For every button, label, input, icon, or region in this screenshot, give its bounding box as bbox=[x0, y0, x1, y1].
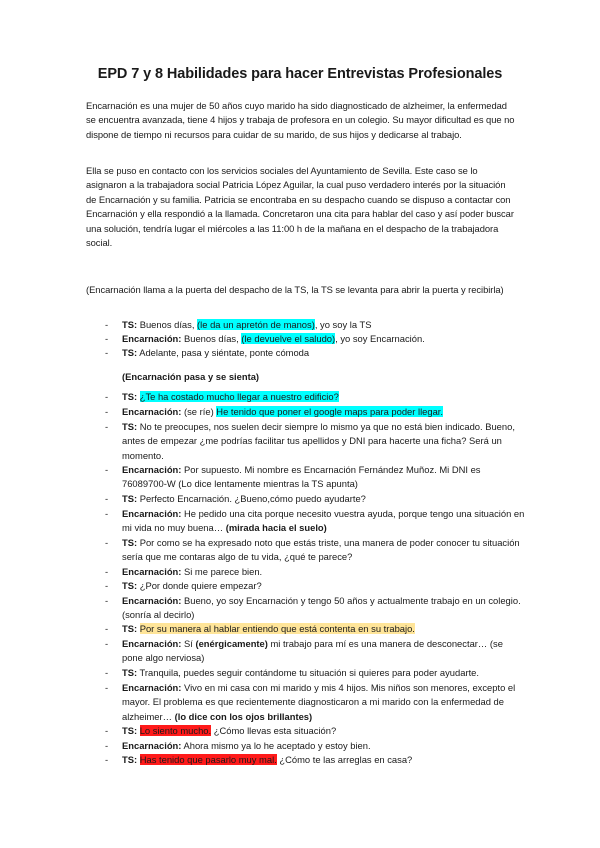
dialog-line: - Encarnación: Por supuesto. Mi nombre es Encarnación Fernández Muñoz. Mi DNI es 76089700-W (Lo dice lentamente mientras la TS apunta) bbox=[105, 464, 481, 490]
highlight-cyan: (le da un apretón de manos) bbox=[197, 319, 315, 330]
dialog-line: - TS: Lo siento mucho. ¿Cómo llevas esta situación? bbox=[105, 725, 337, 736]
dialog-line: - Encarnación: Vivo en mi casa con mi marido y mis 4 hijos. Mis niños son menores, excepto el mayor. El problema es que recientemente diagnosticaron a mi marido con la enfermedad de alzheimer… (lo dice con los ojos brillantes) bbox=[105, 682, 516, 722]
dialog-line: - Encarnación: Sí (enérgicamente) mi trabajo para mí es una manera de desconectar… (se pone algo nerviosa) bbox=[105, 638, 503, 664]
document-title: EPD 7 y 8 Habilidades para hacer Entrevistas Profesionales bbox=[97, 66, 503, 82]
dialog-line: - TS: Tranquila, puedes seguir contándome tu situación si quieres para poder ayudarte. bbox=[105, 667, 479, 678]
dialog-line: - TS: No te preocupes, nos suelen decir siempre lo mismo ya que no está bien indicado. Bueno, antes de empezar ¿me podrías facilitar tus apellidos y DNI para hacerte una ficha? Será un momento. bbox=[105, 421, 515, 461]
dialog-line: - TS: Por como se ha expresado noto que estás triste, una manera de poder conocer tu situación sería que me contaras algo de tu vida, ¿qué te parece? bbox=[105, 537, 520, 563]
intro-paragraph-1: Encarnación es una mujer de 50 años cuyo marido ha sido diagnosticado de alzheimer, la enfermedad se encuentra avanzada, tiene 4 hijos y trabaja de profesora en un colegio. Su mayor dificultad es que no dispone de tiempo ni recursos para cuidar de su marido, de sus hijos y dedicarse al trabajo. bbox=[86, 100, 515, 140]
dialog-line: - TS: Perfecto Encarnación. ¿Bueno,cómo puedo ayudarte? bbox=[105, 493, 366, 504]
stage-direction: (Encarnación llama a la puerta del despacho de la TS, la TS se levanta para abrir la puerta y recibirla) bbox=[86, 284, 504, 295]
dialog-line: - TS: ¿Por donde quiere empezar? bbox=[105, 580, 262, 591]
highlight-cyan: ¿Te ha costado mucho llegar a nuestro edificio? bbox=[139, 391, 339, 402]
highlight-cyan: (le devuelve el saludo) bbox=[241, 333, 336, 344]
dialog-line: - TS: Buenos días, (le da un apretón de manos), yo soy la TS bbox=[105, 319, 372, 330]
intro-paragraph-2: Ella se puso en contacto con los servicios sociales del Ayuntamiento de Sevilla. Este caso se lo asignaron a la trabajadora social Patricia López Aguilar, la cual puso verdadero interés por la situación de Encarnación y su familia. Patricia se encontraba en su despacho cuando se dispuso a contactar con Encarnación y ella respondió a la llamada. Concretaron una cita para hablar del caso y así poder buscar una solución, tendría lugar el miércoles a las 11:00 h de la mañana en el despacho de la trabajadora social. bbox=[86, 165, 514, 249]
dialog-line: - TS: Por su manera al hablar entiendo que está contenta en su trabajo. bbox=[105, 623, 415, 634]
dialog-line: - TS: Adelante, pasa y siéntate, ponte cómoda bbox=[105, 347, 310, 358]
dialog-line: - Encarnación: Bueno, yo soy Encarnación y tengo 50 años y actualmente trabajo en un colegio. (sonría al decirlo) bbox=[105, 595, 521, 621]
dialog-line: - TS: Has tenido que pasarlo muy mal. ¿Cómo te las arreglas en casa? bbox=[105, 754, 413, 765]
highlight-yellow: Por su manera al hablar entiendo que está contenta en su trabajo. bbox=[139, 623, 415, 634]
stage-direction-2: (Encarnación pasa y se sienta) bbox=[122, 371, 260, 382]
dialog-line: - Encarnación: Ahora mismo ya lo he aceptado y estoy bien. bbox=[105, 740, 371, 751]
highlight-red: Has tenido que pasarlo muy mal. bbox=[139, 754, 277, 765]
highlight-red: Lo siento mucho. bbox=[139, 725, 212, 736]
dialog-line: - Encarnación: Buenos días, (le devuelve el saludo), yo soy Encarnación. bbox=[105, 333, 425, 344]
dialog-line: - Encarnación: (se ríe) He tenido que poner el google maps para poder llegar. bbox=[105, 406, 444, 417]
dialog-line: - Encarnación: He pedido una cita porque necesito vuestra ayuda, porque tengo una situación en mi vida no muy buena… (mirada hacia el suelo) bbox=[105, 508, 525, 534]
dialog-line: - Encarnación: Si me parece bien. bbox=[105, 566, 263, 577]
dialog-line: - TS: ¿Te ha costado mucho llegar a nuestro edificio? bbox=[105, 391, 339, 402]
highlight-cyan: He tenido que poner el google maps para poder llegar. bbox=[216, 406, 444, 417]
